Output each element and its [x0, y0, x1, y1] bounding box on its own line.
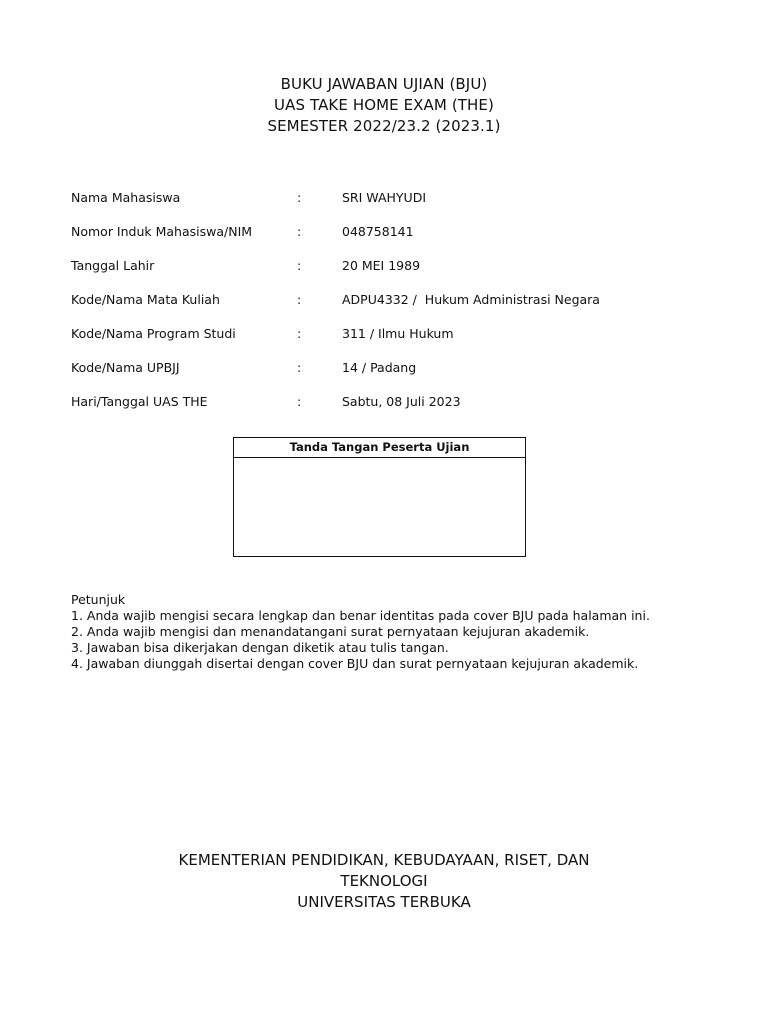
- identity-label: Tanggal Lahir: [71, 258, 155, 273]
- instruction-item: 1. Anda wajib mengisi secara lengkap dan benar identitas pada cover BJU pada halaman ini.: [71, 608, 650, 623]
- identity-value: 311 / Ilmu Hukum: [342, 326, 454, 341]
- instruction-item: 3. Jawaban bisa dikerjakan dengan diketik atau tulis tangan.: [71, 640, 449, 655]
- instructions-title: Petunjuk: [71, 592, 126, 607]
- identity-value: 14 / Padang: [342, 360, 417, 375]
- identity-label: Nama Mahasiswa: [71, 190, 181, 205]
- identity-value: ADPU4332 / Hukum Administrasi Negara: [342, 292, 600, 307]
- identity-colon: :: [297, 292, 302, 307]
- identity-label: Nomor Induk Mahasiswa/NIM: [71, 224, 253, 239]
- signature-box: [233, 437, 526, 557]
- identity-row-name: [71, 188, 711, 222]
- footer-line-3: UNIVERSITAS TERBUKA: [297, 893, 471, 911]
- document-title: [0, 74, 768, 137]
- identity-colon: :: [297, 326, 302, 341]
- identity-row-program: [71, 324, 711, 358]
- identity-colon: :: [297, 190, 302, 205]
- title-line-3: SEMESTER 2022/23.2 (2023.1): [267, 117, 501, 135]
- identity-label: Kode/Nama UPBJJ: [71, 360, 180, 375]
- instructions: [71, 592, 721, 672]
- identity-colon: :: [297, 360, 302, 375]
- identity-row-birthdate: [71, 256, 711, 290]
- identity-value: Sabtu, 08 Juli 2023: [342, 394, 461, 409]
- identity-label: Hari/Tanggal UAS THE: [71, 394, 208, 409]
- title-line-2: UAS TAKE HOME EXAM (THE): [274, 96, 494, 114]
- identity-label: Kode/Nama Mata Kuliah: [71, 292, 220, 307]
- instruction-item: 2. Anda wajib mengisi dan menandatangani surat pernyataan kejujuran akademik.: [71, 624, 590, 639]
- identity-colon: :: [297, 258, 302, 273]
- identity-row-nim: [71, 222, 711, 256]
- identity-row-exam-date: [71, 392, 711, 426]
- identity-colon: :: [297, 394, 302, 409]
- identity-colon: :: [297, 224, 302, 239]
- identity-row-upbjj: [71, 358, 711, 392]
- institution-footer: [0, 850, 768, 913]
- identity-value: 20 MEI 1989: [342, 258, 421, 273]
- footer-line-2: TEKNOLOGI: [340, 872, 428, 890]
- identity-value: 048758141: [342, 224, 414, 239]
- identity-row-course: [71, 290, 711, 324]
- identity-label: Kode/Nama Program Studi: [71, 326, 236, 341]
- footer-line-1: KEMENTERIAN PENDIDIKAN, KEBUDAYAAN, RISET, DAN: [178, 851, 590, 869]
- title-line-1: BUKU JAWABAN UJIAN (BJU): [280, 75, 488, 93]
- identity-value: SRI WAHYUDI: [342, 190, 427, 205]
- signature-title: Tanda Tangan Peserta Ujian: [234, 438, 525, 458]
- identity-table: [71, 188, 711, 426]
- instruction-item: 4. Jawaban diunggah disertai dengan cover BJU dan surat pernyataan kejujuran akademik.: [71, 656, 639, 671]
